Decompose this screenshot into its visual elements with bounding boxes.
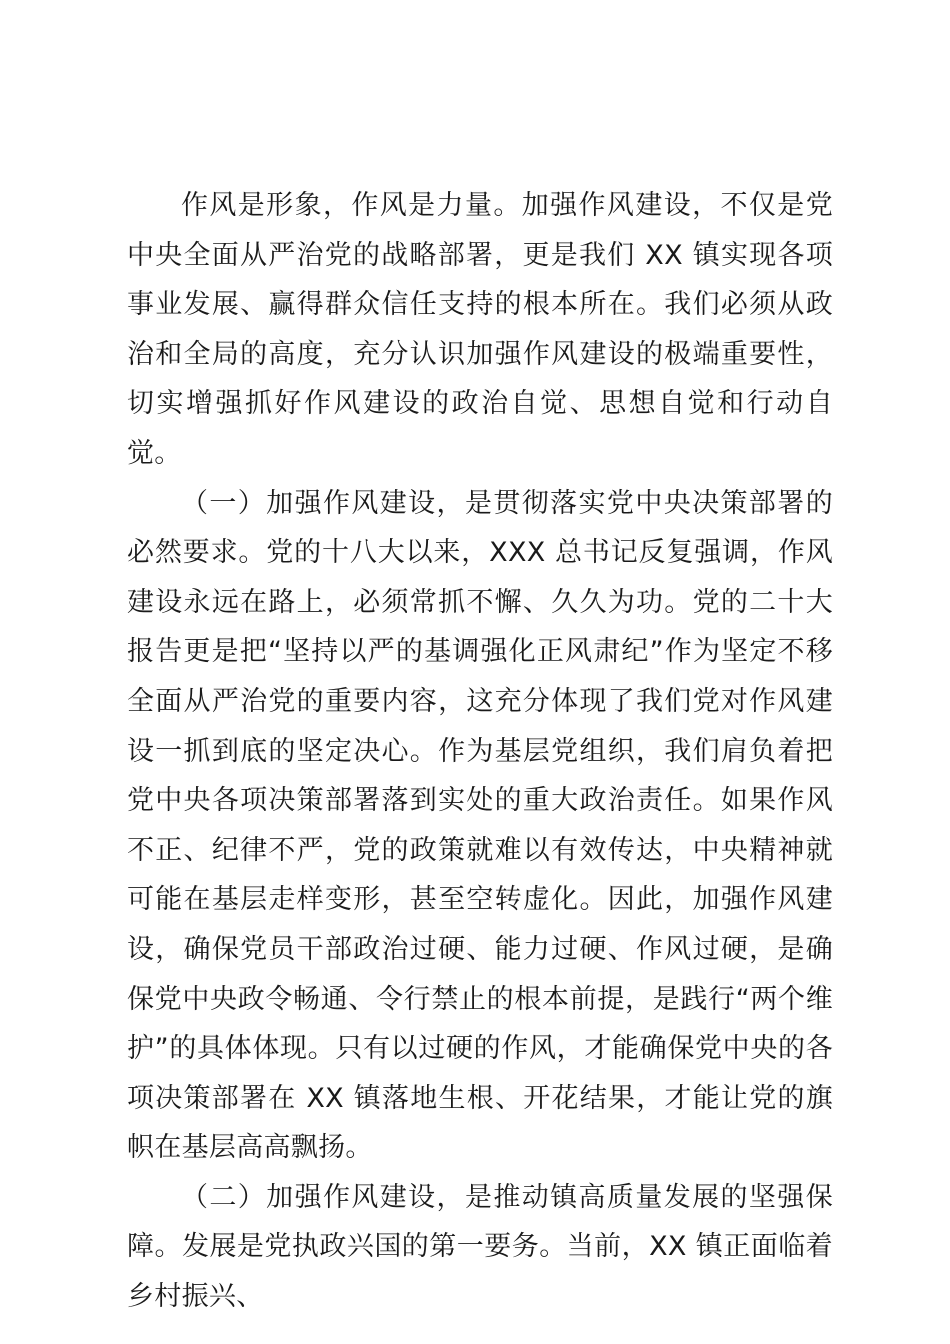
- document-body: [127, 181, 833, 1322]
- paragraph-section-2: （二）加强作风建设，是推动镇高质量发展的坚强保障。发展是党执政兴国的第一要务。当前，XX 镇正面临着乡村振兴、: [127, 1181, 833, 1313]
- paragraph-section-1: （一）加强作风建设，是贯彻落实党中央决策部署的必然要求。党的十八大以来，XXX 总书记反复强调，作风建设永远在路上，必须常抓不懈、久久为功。党的二十大报告更是把“坚持以严的基调强化正风肃纪”作为坚定不移全面从严治党的重要内容，这充分体现了我们党对作风建设一抓到底的坚定决心。作为基层党组织，我们肩负着把党中央各项决策部署落到实处的重大政治责任。如果作风不正、纪律不严，党的政策就难以有效传达，中央精神就可能在基层走样变形，甚至空转虚化。因此，加强作风建设，确保党员干部政治过硬、能力过硬、作风过硬，是确保党中央政令畅通、令行禁止的根本前提，是践行“两个维护”的具体体现。只有以过硬的作风，才能确保党中央的各项决策部署在 XX 镇落地生根、开花结果，才能让党的旗帜在基层高高飘扬。: [127, 487, 833, 1164]
- paragraph-intro: 作风是形象，作风是力量。加强作风建设，不仅是党中央全面从严治党的战略部署，更是我们 XX 镇实现各项事业发展、赢得群众信任支持的根本所在。我们必须从政治和全局的高度，充分认识加强作风建设的极端重要性，切实增强抓好作风建设的政治自觉、思想自觉和行动自觉。: [127, 190, 833, 469]
